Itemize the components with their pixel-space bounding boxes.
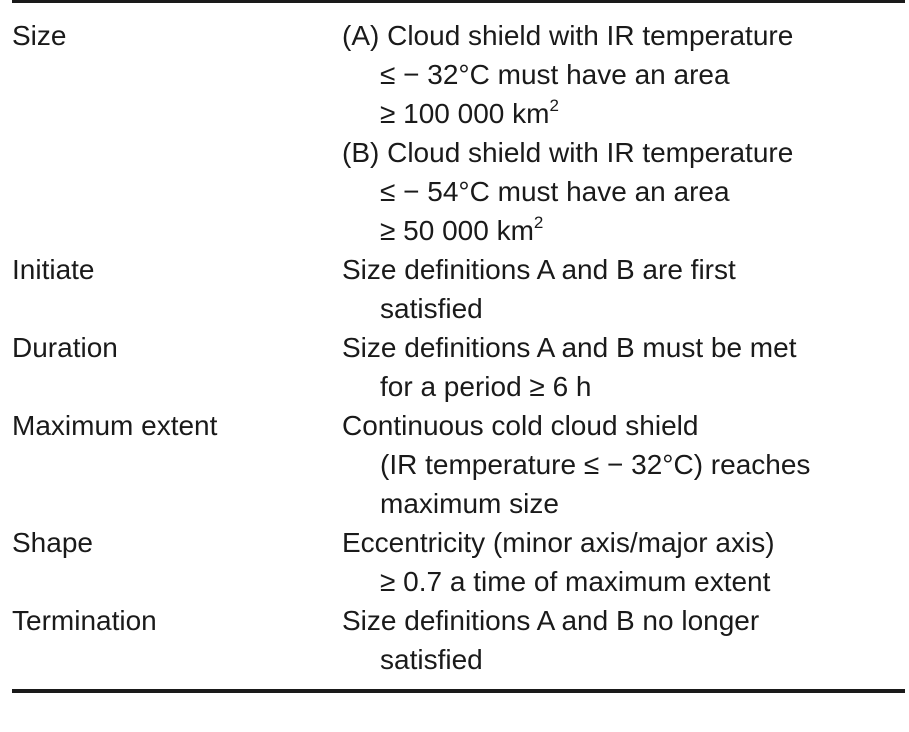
definition-text: ≤ − 54°C must have an area bbox=[380, 176, 730, 207]
table-row bbox=[12, 601, 905, 679]
definition-line bbox=[342, 16, 905, 55]
table-bottom-rule bbox=[12, 689, 905, 693]
definition-text: satisfied bbox=[380, 644, 483, 675]
definition-text: for a period ≥ 6 h bbox=[380, 371, 592, 402]
definition-line bbox=[342, 133, 905, 172]
table-row bbox=[12, 406, 905, 523]
row-term: Shape bbox=[12, 527, 93, 558]
definition-line bbox=[342, 640, 905, 679]
definition-line bbox=[342, 484, 905, 523]
definition-text: ≥ 100 000 km bbox=[380, 98, 550, 129]
definition-text: Size definitions A and B must be met bbox=[342, 332, 797, 363]
definition-text: Eccentricity (minor axis/major axis) bbox=[342, 527, 775, 558]
definition-line bbox=[342, 445, 905, 484]
row-term: Duration bbox=[12, 332, 118, 363]
definition-line bbox=[342, 94, 905, 133]
definition-text: ≥ 50 000 km bbox=[380, 215, 534, 246]
definition-text: (IR temperature ≤ − 32°C) reaches bbox=[380, 449, 811, 480]
definition-line bbox=[342, 601, 905, 640]
row-definition bbox=[342, 406, 905, 523]
row-definition bbox=[342, 250, 905, 328]
row-definition bbox=[342, 601, 905, 679]
criteria-table-page bbox=[12, 0, 905, 732]
definition-text: maximum size bbox=[380, 488, 559, 519]
table-row bbox=[12, 16, 905, 250]
row-definition bbox=[342, 328, 905, 406]
definition-text: ≥ 0.7 a time of maximum extent bbox=[380, 566, 771, 597]
row-definition bbox=[342, 16, 905, 250]
definition-text: Continuous cold cloud shield bbox=[342, 410, 699, 441]
definition-line bbox=[342, 328, 905, 367]
definition-line bbox=[342, 55, 905, 94]
unit-superscript: 2 bbox=[549, 95, 559, 115]
row-term: Initiate bbox=[12, 254, 95, 285]
definition-text: Size definitions A and B no longer bbox=[342, 605, 760, 636]
definition-line bbox=[342, 172, 905, 211]
definition-text: satisfied bbox=[380, 293, 483, 324]
table-row bbox=[12, 523, 905, 601]
definition-line bbox=[342, 367, 905, 406]
definition-text: Size definitions A and B are first bbox=[342, 254, 736, 285]
definition-line bbox=[342, 250, 905, 289]
table-row bbox=[12, 328, 905, 406]
row-term: Termination bbox=[12, 605, 157, 636]
table-row bbox=[12, 250, 905, 328]
table-top-rule bbox=[12, 0, 905, 3]
unit-superscript: 2 bbox=[533, 212, 544, 232]
definition-line bbox=[342, 289, 905, 328]
definition-text: (B) Cloud shield with IR temperature bbox=[342, 137, 794, 168]
definition-line bbox=[342, 562, 905, 601]
criteria-table bbox=[12, 16, 905, 679]
definition-line bbox=[342, 406, 905, 445]
definition-line bbox=[342, 523, 905, 562]
row-term: Maximum extent bbox=[12, 410, 218, 441]
definition-text: ≤ − 32°C must have an area bbox=[380, 59, 730, 90]
definition-line bbox=[342, 211, 905, 250]
row-term: Size bbox=[12, 20, 67, 51]
row-definition bbox=[342, 523, 905, 601]
definition-text: (A) Cloud shield with IR temperature bbox=[342, 20, 794, 51]
